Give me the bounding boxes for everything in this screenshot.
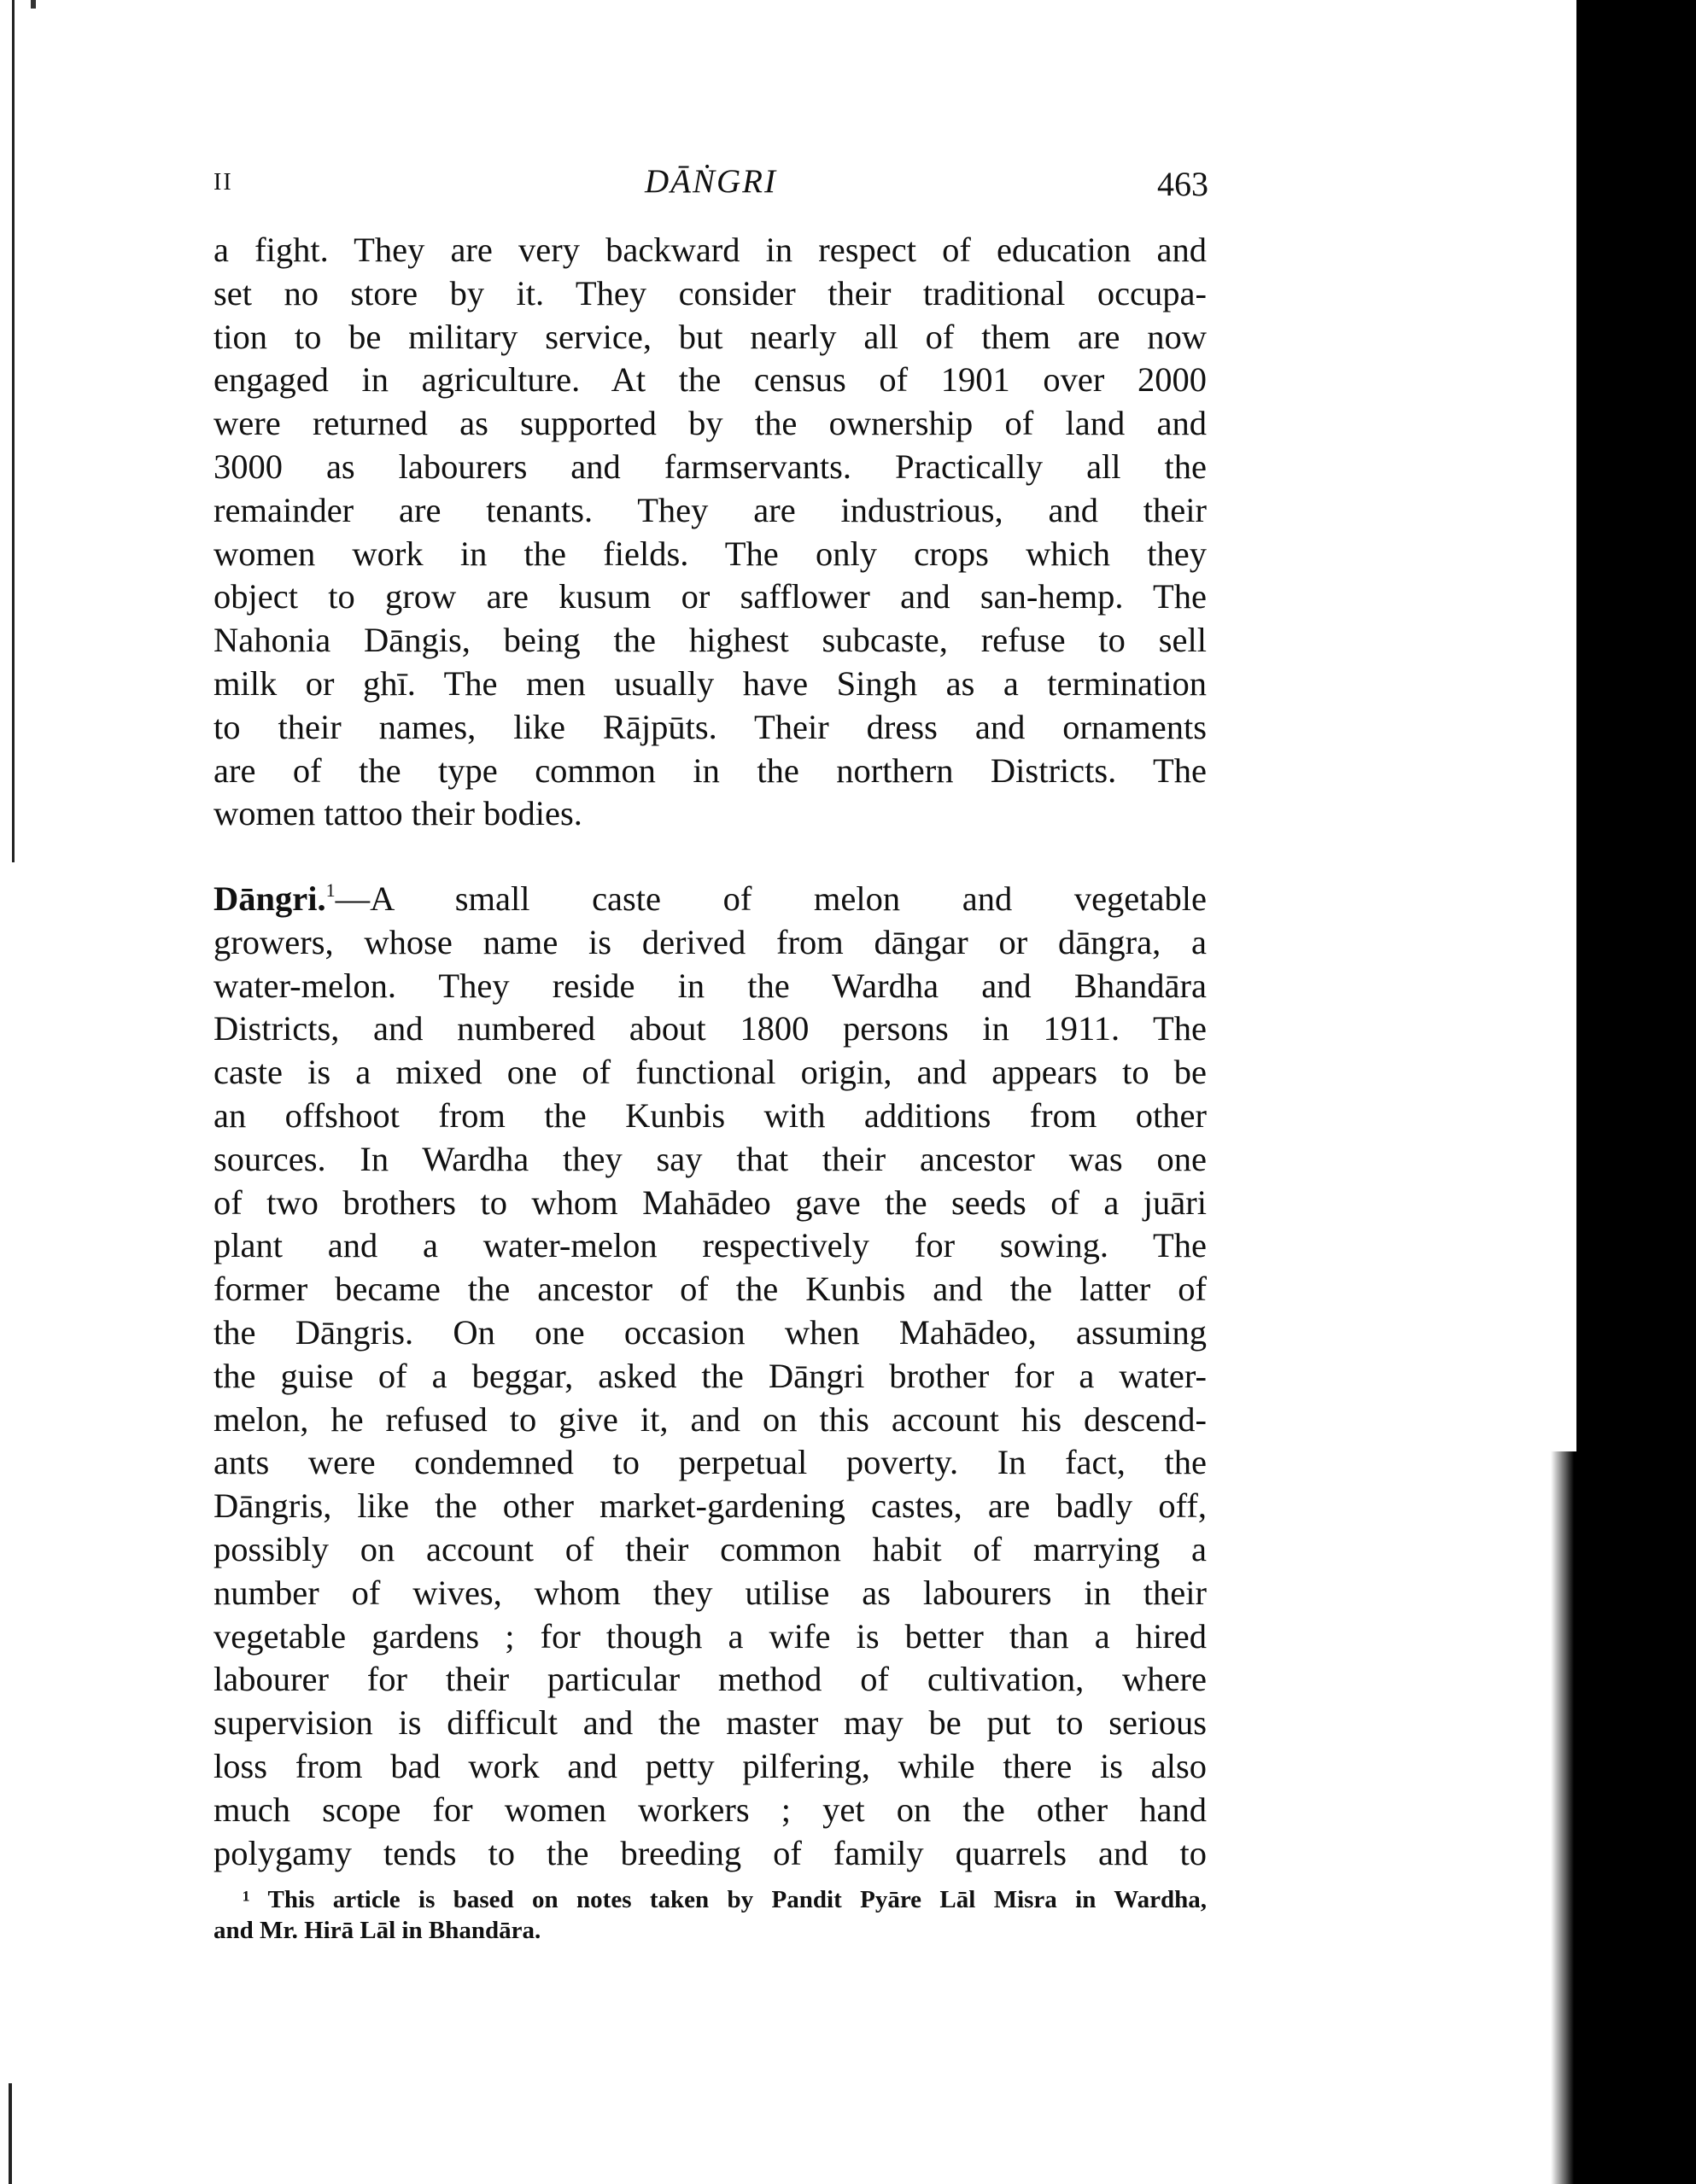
text-line: of two brothers to whom Mahādeo gave the seeds of a juāri [213,1183,1207,1222]
text-line: vegetable gardens ; for though a wife is better than a hired [213,1616,1207,1656]
footnote-line: ¹ This article is based on notes taken by Pandit Pyāre Lāl Misra in Wardha, [243,1886,1207,1913]
text-line: to their names, like Rājpūts. Their dress and ornaments [213,707,1207,746]
text-line: plant and a water-melon respectively for sowing. The [213,1226,1207,1265]
text-line: ants were condemned to perpetual poverty. In fact, the [213,1443,1207,1482]
text-line: 3000 as labourers and farmservants. Practically all the [213,447,1207,486]
text-line: sources. In Wardha they say that their ancestor was one [213,1139,1207,1178]
text-line: supervision is difficult and the master may be put to serious [213,1703,1207,1743]
page-number: 463 [1157,165,1208,203]
book-spine [1576,0,1696,2184]
text-line: set no store by it. They consider their traditional occupa- [213,273,1207,312]
text-line: melon, he refused to give it, and on this account his descend- [213,1399,1207,1439]
scan-edge-left [12,0,15,862]
article-headword: Dāngri. [213,879,326,918]
text-line: Districts, and numbered about 1800 persons in 1911. The [213,1009,1207,1048]
text-line: much scope for women workers ; yet on the other hand [213,1790,1207,1829]
running-header [213,162,1208,205]
signature-mark: II [213,169,233,196]
text-line: growers, whose name is derived from dāngar or dāngra, a [213,922,1207,961]
text-line: former became the ancestor of the Kunbis and the latter of [213,1270,1207,1309]
article-dangri [213,878,1207,1875]
text-line: water-melon. They reside in the Wardha and Bhandāra [213,966,1207,1005]
text-line: the guise of a beggar, asked the Dāngri brother for a water- [213,1356,1207,1395]
text-line: Nahonia Dāngis, being the highest subcaste, refuse to sell [213,621,1207,660]
text-line: were returned as supported by the ownership of land and [213,404,1207,443]
text-line: object to grow are kusum or safflower and san-hemp. The [213,577,1207,616]
scan-mark-top [31,0,36,9]
text-line: engaged in agriculture. At the census of 1901 over 2000 [213,360,1207,400]
scan-edge-left-lower [9,2083,12,2184]
paragraph-continuation [213,229,1207,836]
text-line: polygamy tends to the breeding of family quarrels and to [213,1833,1207,1872]
text-line: labourer for their particular method of cultivation, where [213,1660,1207,1699]
article-first-line [213,878,1207,921]
text-line: loss from bad work and petty pilfering, while there is also [213,1746,1207,1785]
text-line: remainder are tenants. They are industrious, and their [213,490,1207,529]
text-line: women tattoo their bodies. [213,794,582,833]
first-line-text: —A small caste of melon and vegetable [335,879,1207,918]
text-line: caste is a mixed one of functional origin, and appears to be [213,1053,1207,1092]
text-line: the Dāngris. On one occasion when Mahādeo, assuming [213,1312,1207,1352]
footnote-marker: 1 [325,879,336,901]
text-line: milk or ghī. The men usually have Singh as a termination [213,663,1207,703]
book-spine-shadow [1551,1451,1576,2184]
text-line: women work in the fields. The only crops which they [213,534,1207,573]
footnote [213,1884,1207,1946]
text-line: a fight. They are very backward in respect of education and [213,231,1207,269]
text-line: possibly on account of their common habit of marrying a [213,1529,1207,1568]
text-line: tion to be military service, but nearly all of them are now [213,317,1207,356]
text-line: are of the type common in the northern Districts. The [213,750,1207,790]
running-title: DĀṄGRI [645,163,777,200]
text-line: an offshoot from the Kunbis with additions from other [213,1095,1207,1135]
text-line: Dāngris, like the other market-gardening castes, are badly off, [213,1486,1207,1526]
footnote-line: and Mr. Hirā Lāl in Bhandāra. [213,1917,541,1944]
text-line: number of wives, whom they utilise as labourers in their [213,1573,1207,1612]
